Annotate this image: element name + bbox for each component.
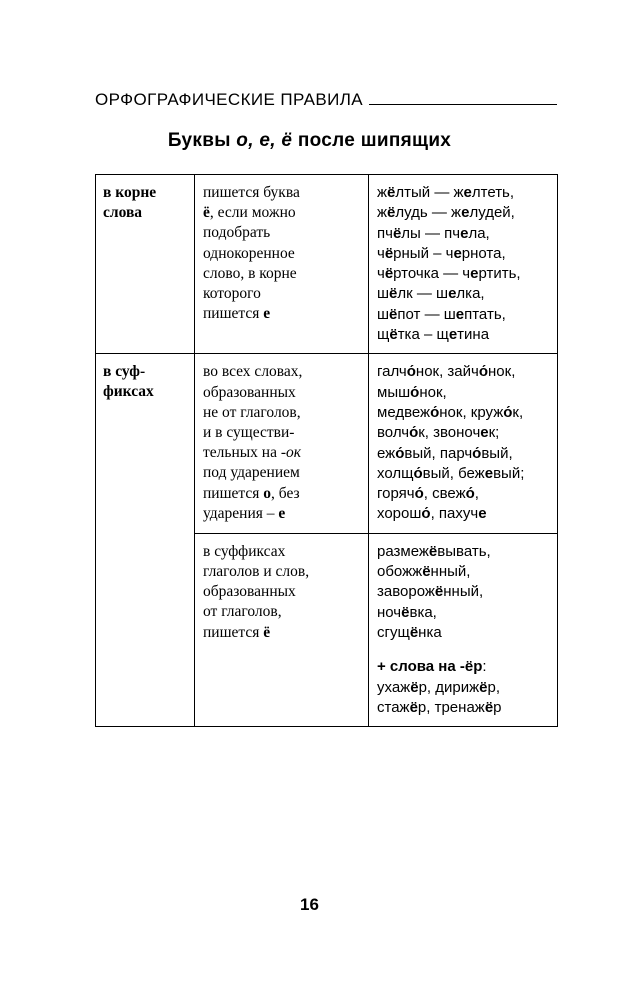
cell-line: хорошо́, пахуче <box>377 505 487 523</box>
rule-cell <box>195 175 369 354</box>
cell-line: тельных на -ок <box>203 444 302 462</box>
cell-line: холщо́вый, бежевый; <box>377 464 525 482</box>
cell-line: мышо́нок, <box>377 383 447 401</box>
note-line: ухажёр, дирижёр, <box>377 678 500 696</box>
title-part1: Буквы <box>167 130 237 151</box>
cell-line: жёлудь — желудей, <box>377 204 515 222</box>
running-head-rule <box>369 104 557 105</box>
cell-line: во всех словах, <box>203 363 303 381</box>
cell-line: пишется буква <box>203 184 300 201</box>
cell-line: жёлтый — желтеть, <box>377 184 515 201</box>
cell-line: медвежо́нок, кружо́к, <box>377 403 524 421</box>
cell-line: фиксах <box>103 383 154 401</box>
page-number: 16 <box>300 895 319 914</box>
cell-line: слова <box>103 204 143 221</box>
table-row <box>96 175 558 354</box>
cell-line: образованных <box>203 383 296 401</box>
cell-line: подобрать <box>203 224 271 242</box>
cell-line: заворожённый, <box>377 583 484 601</box>
cell-line: и в существи- <box>203 423 295 441</box>
cell-line: образованных <box>203 583 296 601</box>
cell-line: однокоренное <box>203 244 295 262</box>
cell-line: горячо́, свежо́, <box>377 485 479 503</box>
cell-line: щётка – щетина <box>377 326 490 344</box>
cell-line: под ударением <box>203 464 300 482</box>
cell-line: чёрточка — чертить, <box>377 265 521 283</box>
title-letters: о, е, ё <box>236 130 293 151</box>
cell-line: ё, если можно <box>203 204 296 222</box>
note-line: стажёр, тренажёр <box>377 698 502 716</box>
cell-line: не от глаголов, <box>203 403 301 421</box>
spacer <box>377 643 553 657</box>
cell-line: чёрный – чернота, <box>377 244 506 262</box>
cell-line: пчёлы — пчела, <box>377 224 490 242</box>
running-head-text: ОРФОГРАФИЧЕСКИЕ ПРАВИЛА <box>95 90 363 109</box>
rule-cell <box>195 354 369 533</box>
cell-line: от глаголов, <box>203 603 282 621</box>
rules-table <box>95 174 558 727</box>
title-part2: после шипящих <box>292 130 452 151</box>
cell-line: ударения – е <box>203 504 286 522</box>
examples-cell <box>369 354 558 533</box>
cell-line: пишется е <box>203 305 271 323</box>
cell-line: глаголов и слов, <box>203 562 310 580</box>
cell-line: сгущёнка <box>377 623 442 641</box>
cell-line: в корне <box>103 184 157 201</box>
page-title <box>0 128 619 154</box>
examples-cell <box>369 175 558 354</box>
cell-line: шёлк — шелка, <box>377 285 485 303</box>
table-row <box>96 354 558 533</box>
cell-line: волчо́к, звоночек; <box>377 424 500 442</box>
cell-line: ежо́вый, парчо́вый, <box>377 444 513 462</box>
cell-line: пишется ё <box>203 623 271 641</box>
note-line: + слова на -ёр: <box>377 658 487 676</box>
running-head <box>95 84 557 108</box>
rule-cell <box>195 533 369 726</box>
cell-line: в суффиксах <box>203 542 286 560</box>
examples-cell <box>369 533 558 726</box>
category-cell <box>96 354 195 727</box>
cell-line: галчо́нок, зайчо́нок, <box>377 363 516 381</box>
cell-line: ночёвка, <box>377 603 437 621</box>
cell-line: пишется о, без <box>203 484 300 502</box>
cell-line: обожжённый, <box>377 563 471 581</box>
cell-line: в суф- <box>103 363 146 381</box>
cell-line: которого <box>203 285 261 303</box>
category-cell <box>96 175 195 354</box>
cell-line: шёпот — шептать, <box>377 305 506 323</box>
cell-line: слово, в корне <box>203 264 297 282</box>
cell-line: размежёвывать, <box>377 542 491 560</box>
